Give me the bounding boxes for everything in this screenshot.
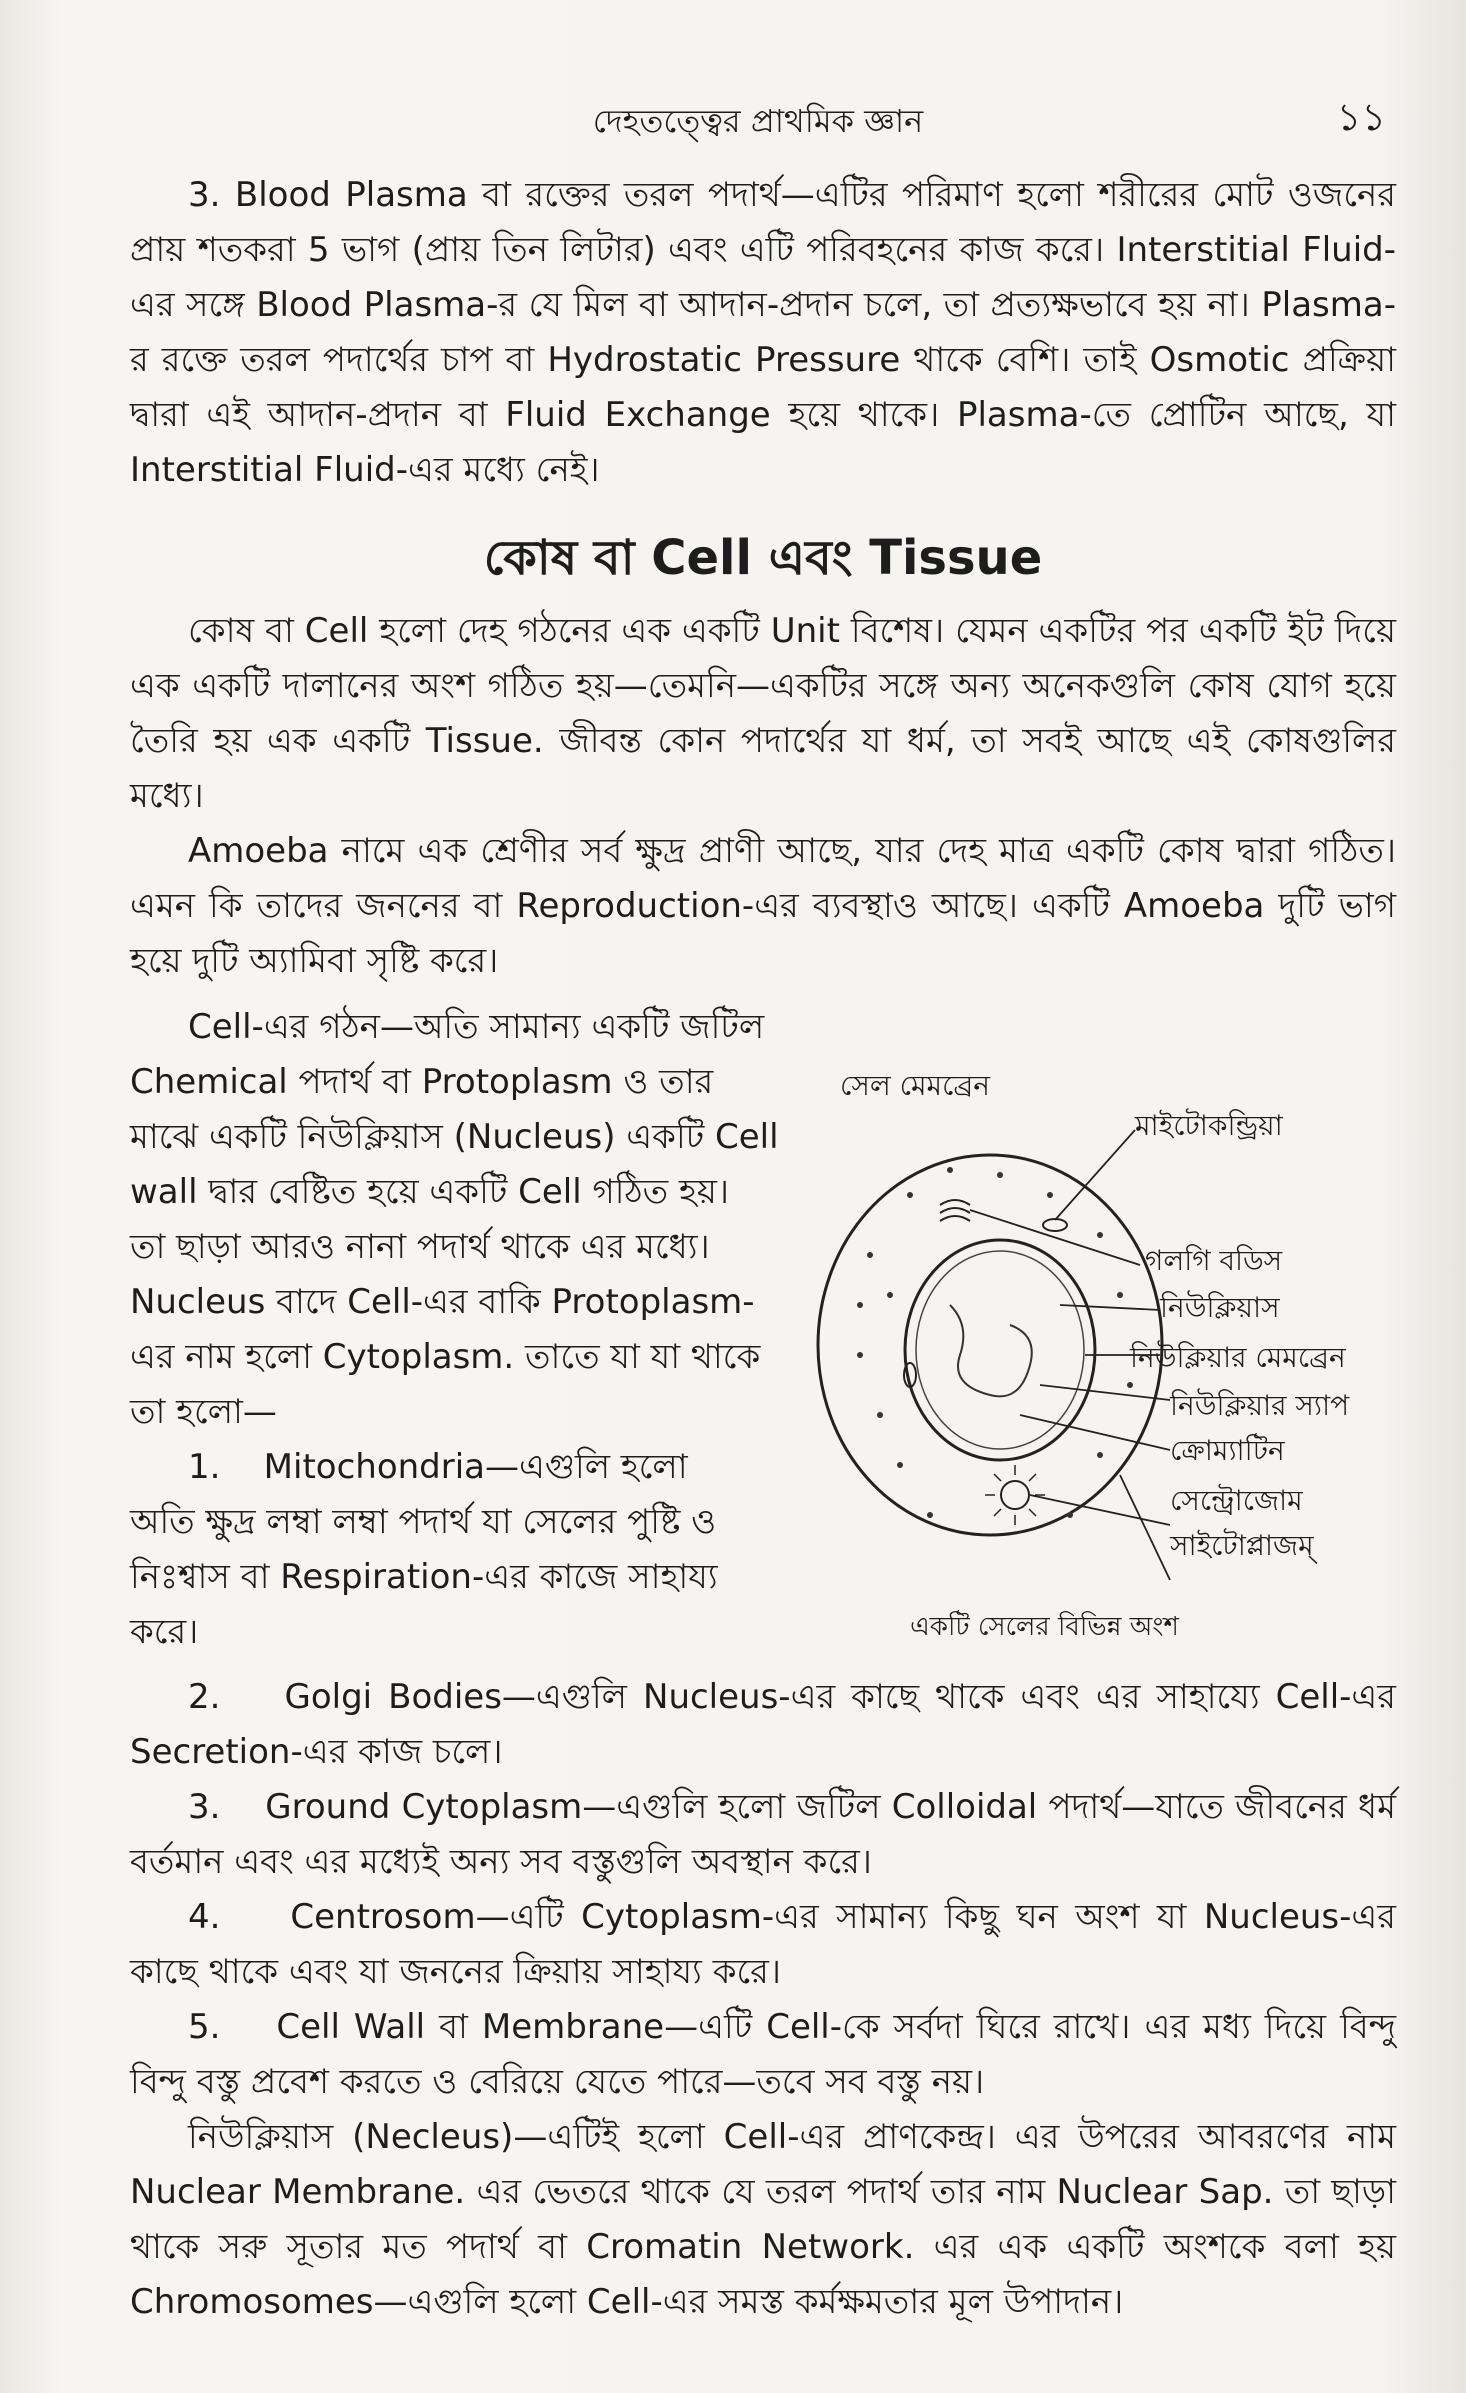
- column-line: নিঃশ্বাস বা Respiration-এর কাজে সাহায্য: [130, 1557, 718, 1597]
- label-centrosome: সেন্ট্রোজোম: [1170, 1484, 1303, 1517]
- intro-paragraph-amoeba: Amoeba নামে এক শ্রেণীর সর্ব ক্ষুদ্র প্রাণী আছে, যার দেহ মাত্র একটি কোষ দ্বারা গঠিত। এমন কি তাদের জননের বা Reproduction-এর ব্যবস্থাও আছে। একটি Amoeba দুটি ভাগ হয়ে দুটি অ্যামিবা সৃষ্টি করে।: [130, 831, 1396, 981]
- column-line: Cell-এর গঠন—অতি সামান্য একটি জটিল: [188, 1007, 765, 1047]
- upper-text-block: [130, 168, 1396, 989]
- label-nuclear-membrane: নিউক্লিয়ার মেমব্রেন: [1130, 1341, 1346, 1374]
- column-line: করে।: [130, 1612, 199, 1652]
- page-number: ১১: [1336, 95, 1386, 139]
- centrosome-rays: [985, 1465, 1045, 1525]
- page-header: [130, 88, 1386, 148]
- nucleus-paragraph: নিউক্লিয়াস (Necleus)—এটিই হলো Cell-এর প্রাণকেন্দ্র। এর উপরের আবরণের নাম Nuclear Membrane. এর ভেতরে থাকে যে তরল পদার্থ তার নাম Nuclear Sap. তা ছাড়া থাকে সরু সূতার মত পদার্থ বা Cromatin Network. এর এক একটি অংশকে বলা হয় Chromosomes—এগুলি হলো Cell-এর সমস্ত কর্মক্ষমতার মূল উপাদান।: [130, 2117, 1396, 2322]
- list-item-golgi: 2. Golgi Bodies—এগুলি Nucleus-এর কাছে থাকে এবং এর সাহায্যে Cell-এর Secretion-এর কাজ চলে।: [130, 1677, 1407, 1772]
- cell-membrane-shape: [818, 1155, 1162, 1535]
- column-line: অতি ক্ষুদ্র লম্বা লম্বা পদার্থ যা সেলের পুষ্টি ও: [130, 1502, 717, 1542]
- lower-text-block: [130, 1670, 1407, 2330]
- column-line: মাঝে একটি নিউক্লিয়াস (Nucleus) একটি Cell: [130, 1117, 779, 1157]
- list-item-ground-cytoplasm: 3. Ground Cytoplasm—এগুলি হলো জটিল Colloidal পদার্থ—যাতে জীবনের ধর্ম বর্তমান এবং এর মধ্যেই অন্য সব বস্তুগুলি অবস্থান করে।: [130, 1787, 1407, 1882]
- cell-diagram: [800, 1055, 1420, 1655]
- column-line: তা ছাড়া আরও নানা পদার্থ থাকে এর মধ্যে।: [130, 1227, 710, 1267]
- label-mitochondria: মাইটোকন্ড্রিয়া: [1135, 1109, 1283, 1142]
- nucleus-shape: [905, 1240, 1095, 1460]
- running-title: দেহতত্ত্বের প্রাথমিক জ্ঞান: [592, 102, 924, 140]
- column-line: এর নাম হলো Cytoplasm. তাতে যা যা থাকে: [130, 1337, 761, 1377]
- column-line: তা হলো—: [130, 1392, 277, 1432]
- label-chromatin: ক্রোম্যাটিন: [1170, 1434, 1285, 1467]
- label-golgi-bodies: গলগি বডিস: [1145, 1244, 1283, 1277]
- label-nuclear-sap: নিউক্লিয়ার স্যাপ: [1170, 1389, 1350, 1422]
- blood-plasma-paragraph: 3. Blood Plasma বা রক্তের তরল পদার্থ—এটির পরিমাণ হলো শরীরের মোট ওজনের প্রায় শতকরা 5 ভাগ (প্রায় তিন লিটার) এবং এটি পরিবহনের কাজ করে। Interstitial Fluid-এর সঙ্গে Blood Plasma-র যে মিল বা আদান-প্রদান চলে, তা প্রত্যক্ষভাবে হয় না। Plasma-র রক্তে তরল পদার্থের চাপ বা Hydrostatic Pressure থাকে বেশি। তাই Osmotic প্রক্রিয়া দ্বারা এই আদান-প্রদান বা Fluid Exchange হয়ে থাকে। Plasma-তে প্রোটিন আছে, যা Interstitial Fluid-এর মধ্যে নেই।: [130, 175, 1396, 490]
- section-heading: কোষ বা Cell এবং Tissue: [483, 530, 1043, 586]
- cytoplasm-dots: [857, 1167, 1133, 1518]
- nuclear-membrane-shape: [916, 1251, 1084, 1449]
- intro-paragraph-cell: কোষ বা Cell হলো দেহ গঠনের এক একটি Unit বিশেষ। যেমন একটির পর একটি ইট দিয়ে এক একটি দালানের অংশ গঠিত হয়—তেমনি—একটির সঙ্গে অন্য অনেকগুলি কোষ যোগ হয়ে তৈরি হয় এক একটি Tissue. জীবন্ত কোন পদার্থের যা ধর্ম, তা সবই আছে এই কোষগুলির মধ্যে।: [130, 611, 1396, 816]
- chromatin-shape: [950, 1305, 1032, 1396]
- column-line: 1. Mitochondria—এগুলি হলো: [188, 1447, 688, 1487]
- golgi-shape: [940, 1200, 970, 1221]
- column-line: Chemical পদার্থ বা Protoplasm ও তার: [130, 1062, 714, 1102]
- cell-structure-column: [130, 1000, 780, 1660]
- centrosome-shape: [1001, 1481, 1029, 1509]
- list-item-centrosom: 4. Centrosom—এটি Cytoplasm-এর সামান্য কিছু ঘন অংশ যা Nucleus-এর কাছে থাকে এবং যা জননের ক্রিয়ায় সাহায্য করে।: [130, 1897, 1407, 1992]
- column-line: wall দ্বার বেষ্টিত হয়ে একটি Cell গঠিত হয়।: [130, 1172, 730, 1212]
- label-cell-membrane: সেল মেমব্রেন: [840, 1069, 990, 1102]
- label-nucleus: নিউক্লিয়াস: [1160, 1291, 1280, 1324]
- list-item-cell-wall: 5. Cell Wall বা Membrane—এটি Cell-কে সর্বদা ঘিরে রাখে। এর মধ্য দিয়ে বিন্দু বিন্দু বস্তু প্রবেশ করতে ও বেরিয়ে যেতে পারে—তবে সব বস্তু নয়।: [130, 2007, 1407, 2102]
- column-line: Nucleus বাদে Cell-এর বাকি Protoplasm-: [130, 1282, 755, 1322]
- figure-caption: একটি সেলের বিভিন্ন অংশ: [910, 1612, 1179, 1642]
- label-cytoplasm: সাইটোপ্লাজম্: [1170, 1529, 1314, 1562]
- mitochondria-shapes: [904, 1219, 1067, 1387]
